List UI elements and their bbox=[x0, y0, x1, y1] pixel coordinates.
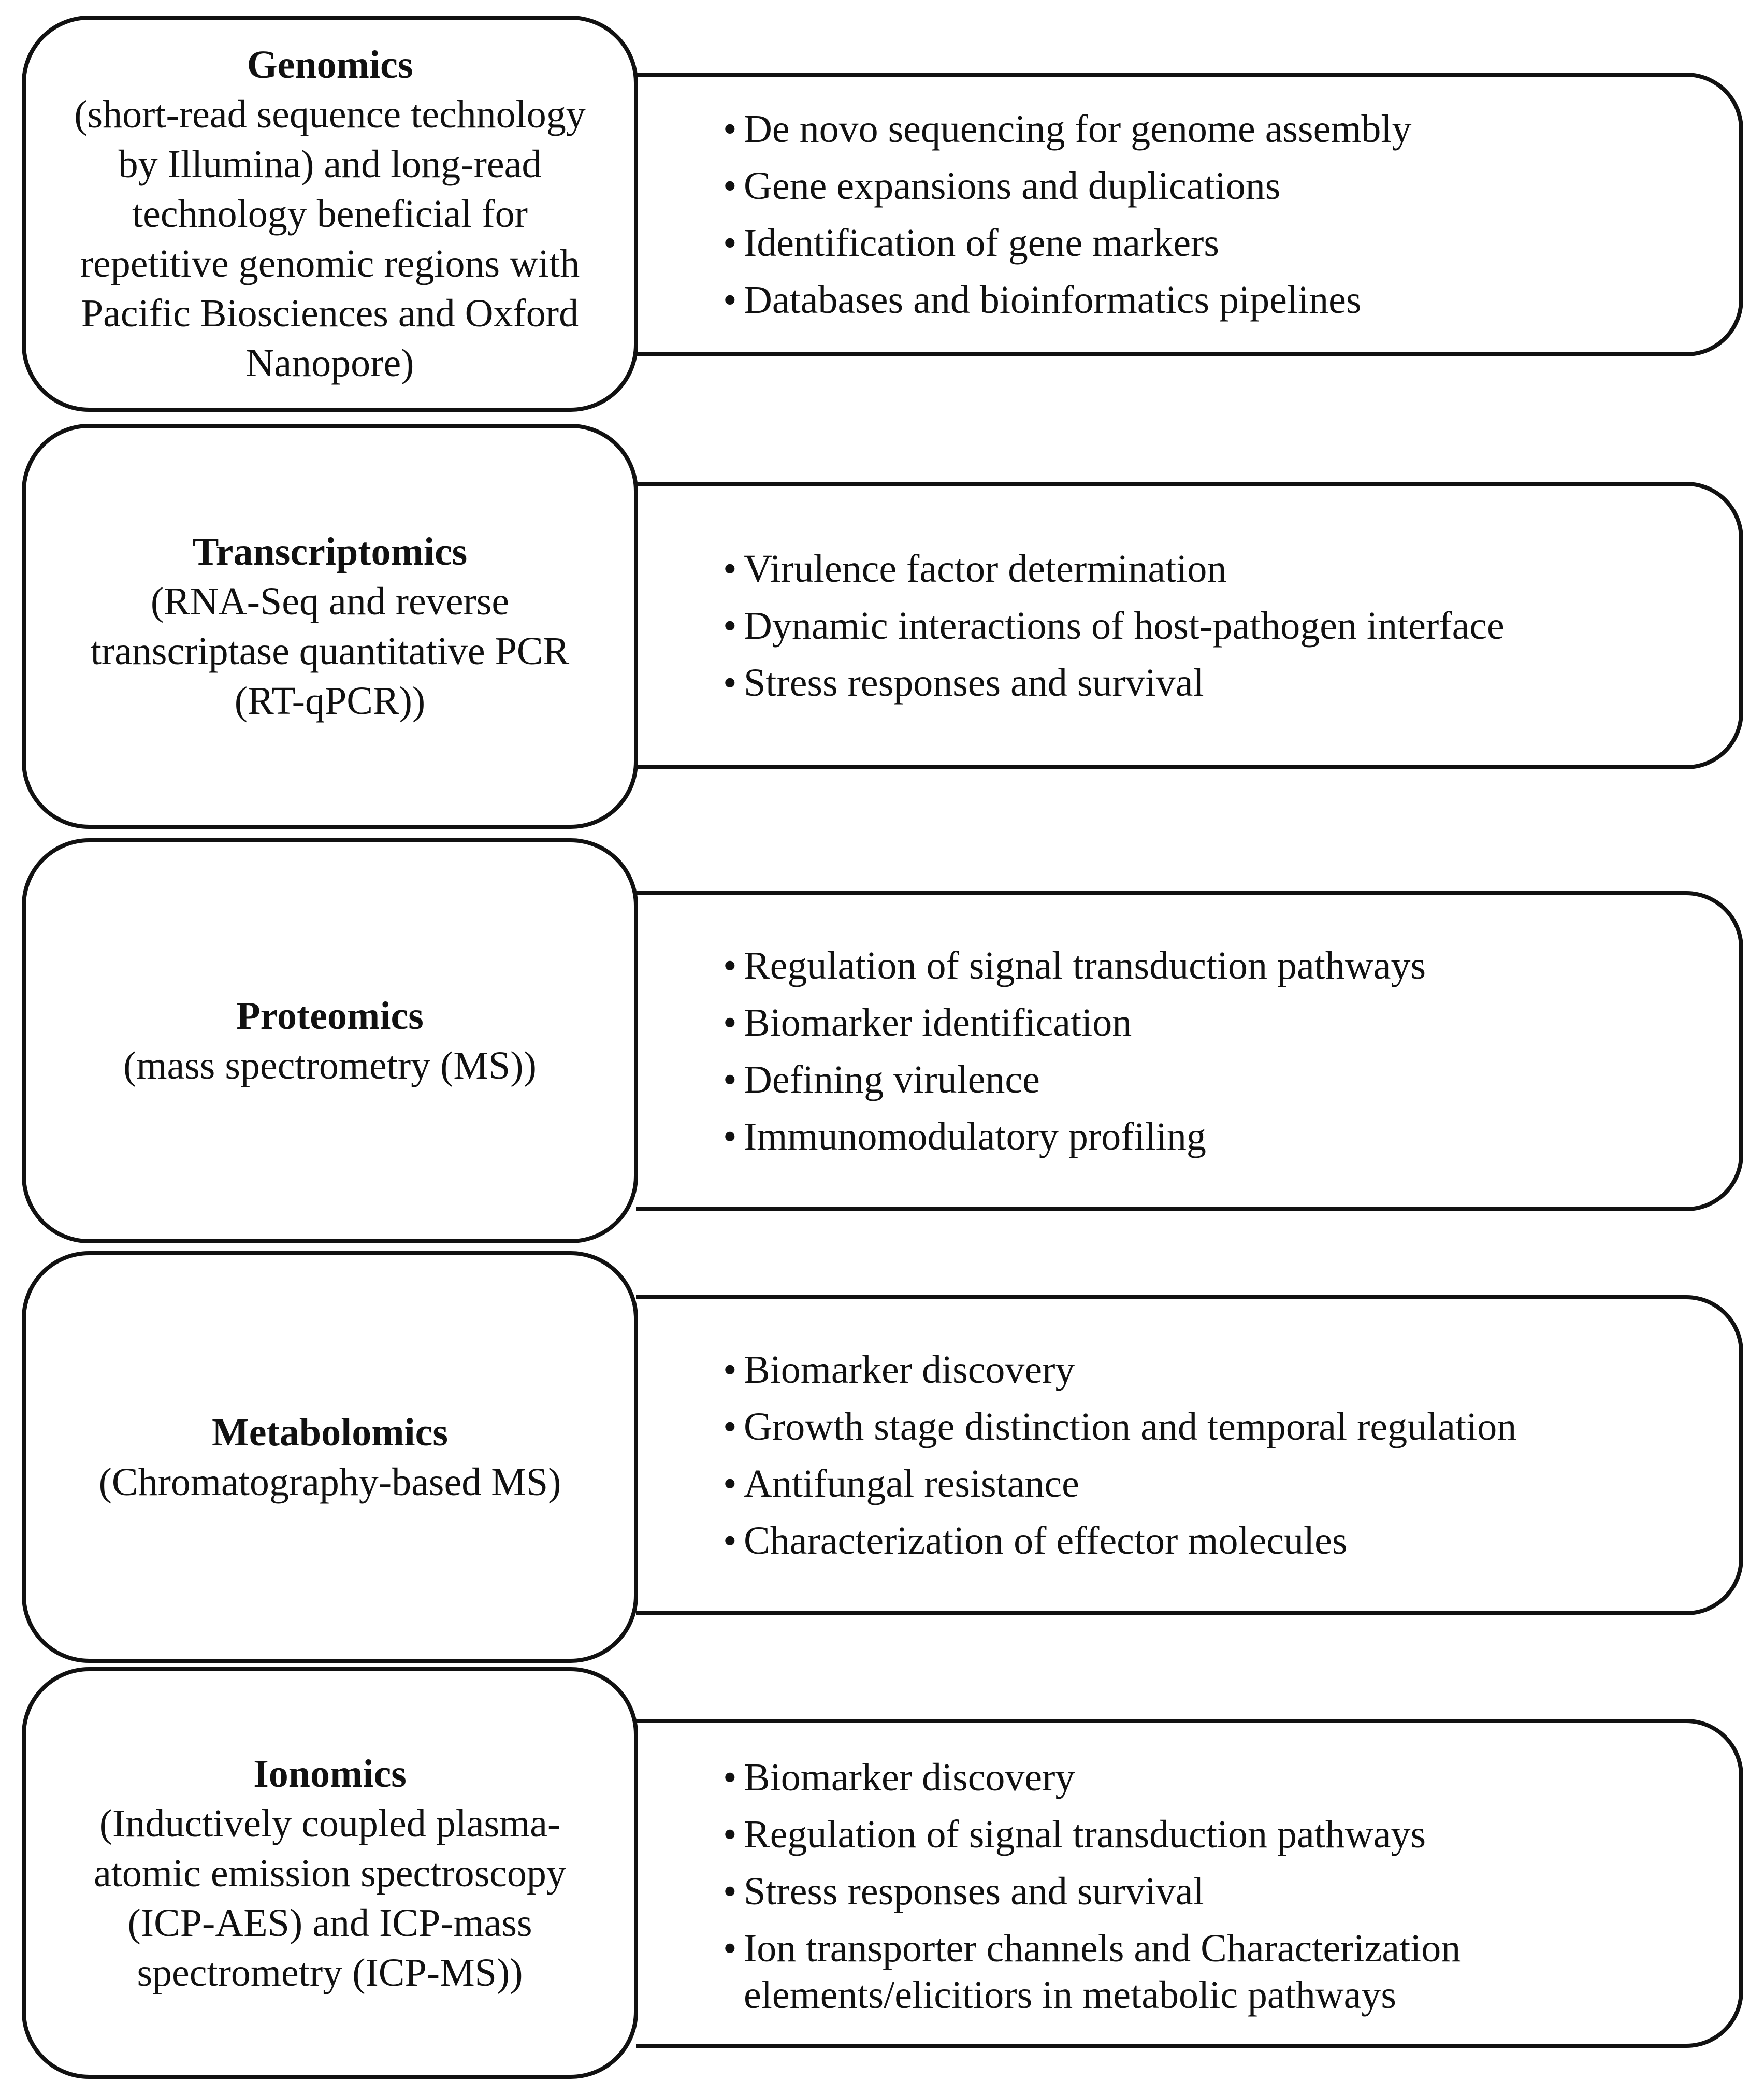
omics-box-proteomics bbox=[22, 838, 638, 1243]
omics-title: Transcriptomics bbox=[192, 530, 468, 573]
omics-title: Ionomics bbox=[253, 1752, 407, 1796]
applications-box-genomics bbox=[636, 73, 1743, 356]
list-item: • Gene expansions and duplications bbox=[723, 164, 1281, 208]
omics-box-genomics bbox=[22, 16, 638, 412]
list-item: • Dynamic interactions of host-pathogen interface bbox=[723, 604, 1505, 648]
omics-title: Genomics bbox=[247, 42, 413, 87]
applications-box-transcriptomics bbox=[636, 482, 1743, 769]
omics-title: Proteomics bbox=[236, 994, 424, 1038]
list-item: • Regulation of signal transduction pathways bbox=[723, 1812, 1426, 1856]
omics-description: (short-read sequence technology by Illumina) and long-read technology beneficial for repetitive genomic regions with Pacific Biosciences and Oxford Nanopore) bbox=[74, 92, 586, 385]
list-item: • Defining virulence bbox=[723, 1058, 1040, 1101]
applications-box-ionomics bbox=[636, 1719, 1743, 2048]
omics-description: (mass spectrometry (MS)) bbox=[123, 1044, 537, 1087]
applications-list bbox=[723, 937, 1739, 1165]
list-item: • Biomarker discovery bbox=[723, 1755, 1075, 1799]
omics-title: Metabolomics bbox=[212, 1410, 448, 1454]
omics-description: (Chromatography-based MS) bbox=[98, 1460, 561, 1504]
applications-list bbox=[723, 1749, 1739, 2018]
list-item: • Immunomodulatory profiling bbox=[723, 1115, 1206, 1158]
list-item: • Databases and bioinformatics pipelines bbox=[723, 278, 1362, 322]
list-item: • Identification of gene markers bbox=[723, 221, 1219, 265]
list-item: • Growth stage distinction and temporal regulation bbox=[723, 1405, 1517, 1448]
list-item: • Stress responses and survival bbox=[723, 661, 1204, 705]
omics-box-ionomics bbox=[22, 1667, 638, 2079]
list-item: • Ion transporter channels and Characterization elements/elicitiors in metabolic pathways bbox=[723, 1926, 1461, 2017]
applications-box-metabolomics bbox=[636, 1295, 1743, 1615]
list-item: • De novo sequencing for genome assembly bbox=[723, 107, 1412, 151]
omics-box-transcriptomics bbox=[22, 424, 638, 829]
omics-description: (Inductively coupled plasma-atomic emission spectroscopy (ICP-AES) and ICP-mass spectrometry (ICP-MS)) bbox=[94, 1801, 566, 1994]
omics-description: (RNA-Seq and reverse transcriptase quantitative PCR (RT-qPCR)) bbox=[90, 580, 570, 723]
applications-box-proteomics bbox=[636, 891, 1743, 1211]
list-item: • Biomarker identification bbox=[723, 1001, 1132, 1044]
list-item: • Antifungal resistance bbox=[723, 1462, 1079, 1505]
omics-box-metabolomics bbox=[22, 1251, 638, 1663]
list-item: • Characterization of effector molecules bbox=[723, 1519, 1348, 1562]
applications-list bbox=[723, 540, 1739, 711]
list-item: • Biomarker discovery bbox=[723, 1348, 1075, 1391]
list-item: • Virulence factor determination bbox=[723, 547, 1227, 591]
applications-list bbox=[723, 101, 1739, 328]
applications-list bbox=[723, 1341, 1739, 1569]
list-item: • Regulation of signal transduction pathways bbox=[723, 944, 1426, 987]
list-item: • Stress responses and survival bbox=[723, 1869, 1204, 1913]
